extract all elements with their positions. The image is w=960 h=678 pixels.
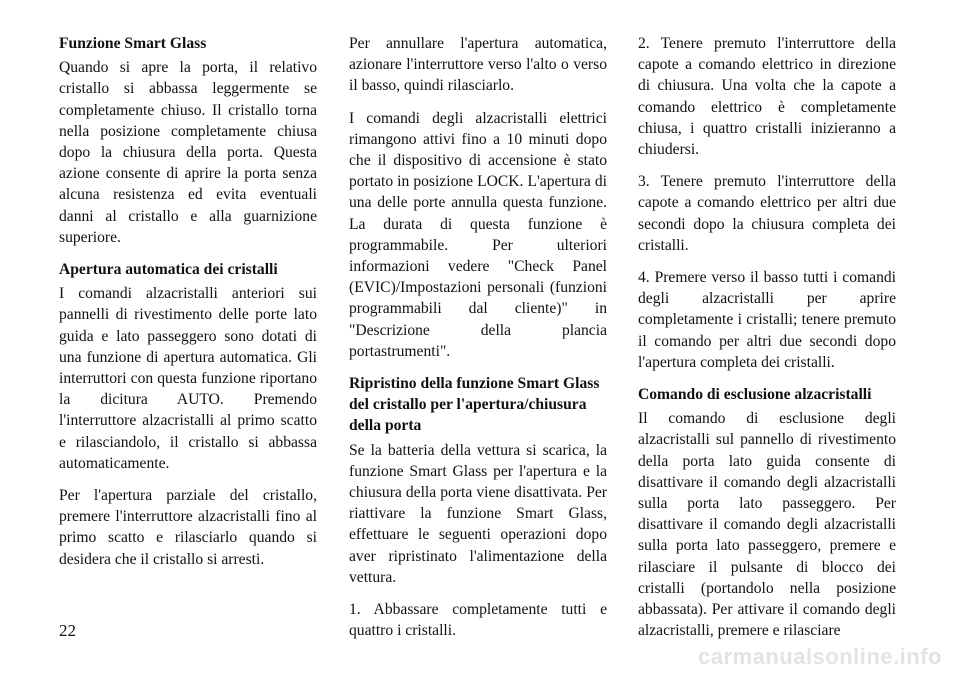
page-number: 22 <box>59 621 76 640</box>
paragraph-step-1: 1. Abbassare completamente tutti e quattro i cristalli. <box>349 601 607 640</box>
paragraph: I comandi alzacristalli anteriori sui pannelli di rivestimento delle porte lato guida e lato passeggero sono dotati di una funzione di apertura automatica. Gli interruttori con questa funzione riportano la dicitura AUTO. Premendo l'interruttore alzacristalli al primo scatto e rilasciandolo, il cristallo si abbassa automaticamente. <box>59 285 317 472</box>
text-column-1 <box>59 33 317 581</box>
text-column-3 <box>638 33 896 652</box>
paragraph-step-4: 4. Premere verso il basso tutti i comandi degli alzacristalli per aprire completamente i cristalli; tenere premuto il comando per altri due secondi dopo l'apertura completa dei cristalli. <box>638 269 896 371</box>
paragraph: Per annullare l'apertura automatica, azionare l'interruttore verso l'alto o verso il basso, quindi rilasciarlo. <box>349 35 607 95</box>
paragraph: Il comando di esclusione degli alzacristalli sul pannello di rivestimento della porta lato guida consente di disattivare il comando degli alzacristalli sulla porta lato passeggero. Per disattivare il comando degli alzacristalli sulla porta lato passeggero, premere e rilasciare il pulsante di blocco dei cristalli (portandolo nella posizione abbassata). Per attivare il comando degli alzacristalli, premere e rilasciare <box>638 410 896 640</box>
paragraph: I comandi degli alzacristalli elettrici rimangono attivi fino a 10 minuti dopo che il dispositivo di accensione è stato portato in posizione LOCK. L'apertura di una delle porte annulla questa funzione. La durata di questa funzione è programmabile. Per ulteriori informazioni vedere "Check Panel (EVIC)/Impostazioni personali (funzioni programmabili dal cliente)" in "Descrizione della plancia portastrumenti". <box>349 109 607 360</box>
paragraph: Se la batteria della vettura si scarica, la funzione Smart Glass per l'apertura e la chiusura della porta viene disattivata. Per riattivare la funzione Smart Glass, effettuare le seguenti operazioni dopo aver ripristinato l'alimentazione della vettura. <box>349 441 607 586</box>
section-heading-auto-open: Apertura automatica dei cristalli <box>59 261 278 279</box>
watermark: carmanualsonline.info <box>698 644 942 669</box>
section-heading-window-lockout: Comando di esclusione alzacristalli <box>638 386 872 404</box>
paragraph-step-2: 2. Tenere premuto l'interruttore della capote a comando elettrico in direzione di chiusura. Una volta che la capote a comando elettrico è completamente chiusa, i quattro cristalli inizieranno a chiudersi. <box>638 35 896 159</box>
text-column-2 <box>349 33 607 652</box>
paragraph-step-3: 3. Tenere premuto l'interruttore della capote a comando elettrico per altri due secondi dopo la chiusura completa dei cristalli. <box>638 173 896 254</box>
paragraph: Quando si apre la porta, il relativo cristallo si abbassa leggermente se completamente chiuso. Il cristallo torna nella posizione completamente chiusa dopo la chiusura della porta. Questa azione consente di aprire la porta senza alcuna resistenza ed evita eventuali danni al cristallo e alla guarnizione superiore. <box>59 59 317 246</box>
section-heading-smart-glass-reset: Ripristino della funzione Smart Glass del cristallo per l'apertura/chiusura della porta <box>349 375 600 435</box>
paragraph: Per l'apertura parziale del cristallo, premere l'interruttore alzacristalli fino al primo scatto e rilasciarlo quando si desidera che il cristallo si arresti. <box>59 487 317 568</box>
section-heading-smart-glass: Funzione Smart Glass <box>59 35 207 52</box>
